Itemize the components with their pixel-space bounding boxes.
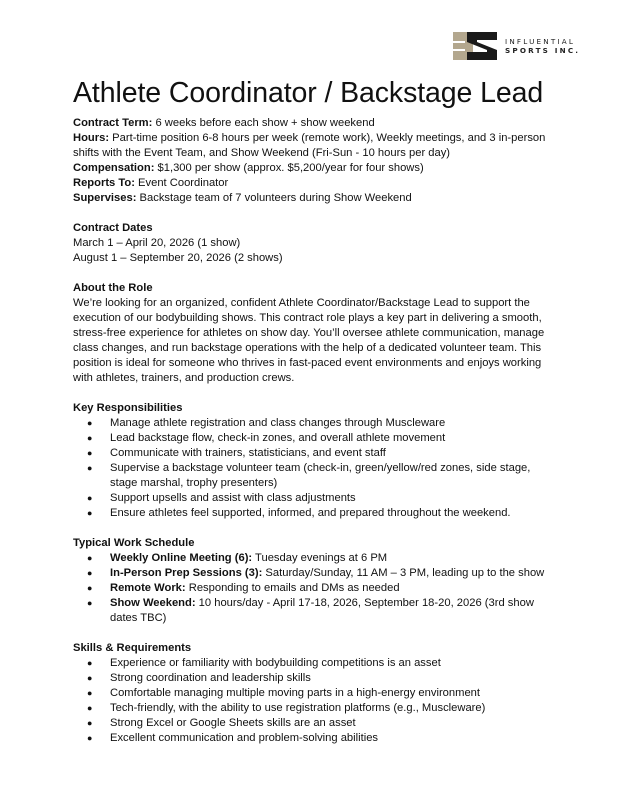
bullet-icon: ● [87, 703, 93, 713]
list-item: ● Tech-friendly, with the ability to use registration platforms (e.g., Muscleware) [87, 702, 486, 714]
list-item: ● Weekly Online Meeting (6): Tuesday evenings at 6 PM [87, 552, 388, 564]
document-body [73, 76, 553, 746]
bullet-icon: ● [87, 673, 93, 683]
skills-list [73, 656, 553, 746]
bullet-icon: ● [87, 568, 93, 578]
list-item: ● Lead backstage flow, check-in zones, and overall athlete movement [87, 432, 446, 444]
list-item: ● Comfortable managing multiple moving parts in a high-energy environment [87, 687, 481, 699]
about-heading: About the Role [73, 282, 153, 294]
logo-line-2: SPORTS INC. [505, 46, 581, 55]
list-item: ● In-Person Prep Sessions (3): Saturday/Sunday, 11 AM – 3 PM, leading up to the show [87, 567, 545, 579]
bullet-icon: ● [87, 733, 93, 743]
bullet-icon: ● [87, 448, 93, 458]
about-text: We’re looking for an organized, confident Athlete Coordinator/Backstage Lead to support the execution of our bodybuilding shows. This contract role plays a key part in delivering a smooth, stress-free experience for athletes on show day. You’ll oversee athlete communication, manage class changes, and run backstage operations with the help of a dedicated volunteer team. This position is ideal for someone who thrives in fast-paced event environments and enjoys working with athletes, trainers, and production crews. [73, 297, 545, 384]
bullet-icon: ● [87, 418, 93, 428]
schedule-heading: Typical Work Schedule [73, 537, 195, 549]
skills-heading: Skills & Requirements [73, 642, 192, 654]
list-item: ● Experience or familiarity with bodybuilding competitions is an asset [87, 657, 441, 669]
logo-text [505, 37, 580, 55]
bullet-icon: ● [87, 658, 93, 668]
schedule-list [73, 551, 553, 626]
list-item: ● Excellent communication and problem-solving abilities [87, 732, 379, 744]
bullet-icon: ● [87, 493, 93, 503]
list-item: ● Ensure athletes feel supported, informed, and prepared throughout the weekend. [87, 507, 511, 519]
responsibilities-heading: Key Responsibilities [73, 402, 183, 414]
bullet-icon: ● [87, 508, 93, 518]
company-logo [453, 32, 580, 60]
bullet-icon: ● [87, 553, 93, 563]
list-item: ● Show Weekend: 10 hours/day - April 17-18, 2026, September 18-20, 2026 (3rd show dates TBC) [87, 597, 534, 624]
detail-hours: Hours: Part-time position 6-8 hours per week (remote work), Weekly meetings, and 3 in-person shifts with the Event Team, and Show Weekend (Fri-Sun - 10 hours per day) [73, 132, 546, 159]
list-item: ● Strong Excel or Google Sheets skills are an asset [87, 717, 356, 729]
bullet-icon: ● [87, 463, 93, 473]
list-item: ● Manage athlete registration and class changes through Muscleware [87, 417, 446, 429]
bullet-icon: ● [87, 583, 93, 593]
job-details [73, 116, 553, 206]
list-item: ● Supervise a backstage volunteer team (check-in, green/yellow/red zones, side stage, stage marshal, trophy presenters) [87, 462, 531, 489]
list-item: ● Strong coordination and leadership skills [87, 672, 311, 684]
contract-dates-heading: Contract Dates [73, 222, 153, 234]
detail-reports-to: Reports To: Event Coordinator [73, 177, 229, 189]
logo-line-1: INFLUENTIAL [505, 37, 576, 46]
list-item: ● Remote Work: Responding to emails and DMs as needed [87, 582, 400, 594]
list-item: ● Communicate with trainers, statisticians, and event staff [87, 447, 386, 459]
detail-supervises: Supervises: Backstage team of 7 volunteers during Show Weekend [73, 192, 412, 204]
responsibilities-list [73, 416, 553, 521]
contract-date-line: March 1 – April 20, 2026 (1 show) [73, 237, 241, 249]
bullet-icon: ● [87, 598, 93, 608]
page-title: Athlete Coordinator / Backstage Lead [73, 77, 544, 109]
list-item: ● Support upsells and assist with class adjustments [87, 492, 356, 504]
detail-compensation: Compensation: $1,300 per show (approx. $5,200/year for four shows) [73, 162, 424, 174]
contract-date-line: August 1 – September 20, 2026 (2 shows) [73, 252, 283, 264]
bullet-icon: ● [87, 688, 93, 698]
bullet-icon: ● [87, 718, 93, 728]
bullet-icon: ● [87, 433, 93, 443]
logo-s-mark-icon [453, 32, 497, 60]
detail-contract-term: Contract Term: 6 weeks before each show + show weekend [73, 117, 375, 129]
